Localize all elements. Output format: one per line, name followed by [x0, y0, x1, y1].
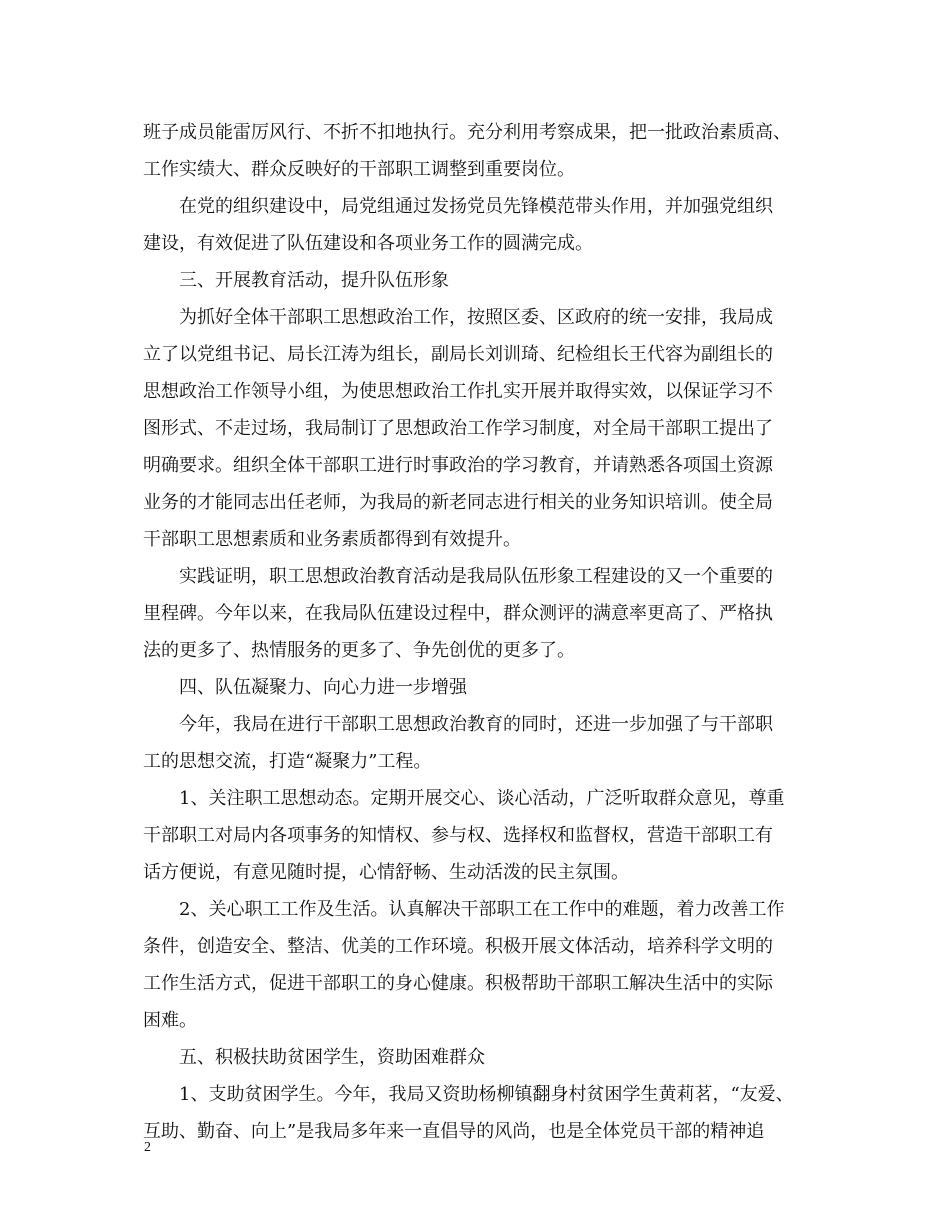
text-line: 明确要求。组织全体干部职工进行时事政治的学习教育，并请熟悉各项国土资源	[143, 455, 773, 476]
text-line: 干部职工思想素质和业务素质都得到有效提升。	[143, 529, 521, 550]
text-line: 干部职工对局内各项事务的知情权、参与权、选择权和监督权，营造干部职工有	[143, 825, 773, 846]
section-heading: 四、队伍凝聚力、向心力进一步增强	[179, 677, 467, 698]
section-heading: 三、开展教育活动，提升队伍形象	[179, 270, 449, 291]
section-heading: 五、积极扶助贫困学生，资助困难群众	[179, 1047, 485, 1068]
text-line: 实践证明，职工思想政治教育活动是我局队伍形象工程建设的又一个重要的	[179, 566, 773, 587]
text-line: 工的思想交流，打造“凝聚力”工程。	[143, 751, 432, 772]
text-line: 条件，创造安全、整洁、优美的工作环境。积极开展文体活动，培养科学文明的	[143, 936, 773, 957]
text-line: 2、关心职工工作及生活。认真解决干部职工在工作中的难题，着力改善工作	[179, 899, 785, 920]
text-line: 工作实绩大、群众反映好的干部职工调整到重要岗位。	[143, 159, 575, 180]
text-line: 今年，我局在进行干部职工思想政治教育的同时，还进一步加强了与干部职	[179, 714, 773, 735]
text-line: 互助、勤奋、向上”是我局多年来一直倡导的风尚，也是全体党员干部的精神追	[143, 1121, 765, 1142]
text-line: 立了以党组书记、局长江涛为组长，副局长刘训琦、纪检组长王代容为副组长的	[143, 344, 773, 365]
text-line: 为抓好全体干部职工思想政治工作，按照区委、区政府的统一安排，我局成	[179, 307, 773, 328]
text-line: 1、关注职工思想动态。定期开展交心、谈心活动，广泛听取群众意见，尊重	[179, 788, 785, 809]
text-line: 1、支助贫困学生。今年，我局又资助杨柳镇翻身村贫困学生黄莉茗，“友爱、	[179, 1084, 794, 1105]
text-line: 工作生活方式，促进干部职工的身心健康。积极帮助干部职工解决生活中的实际	[143, 973, 773, 994]
text-line: 法的更多了、热情服务的更多了、争先创优的更多了。	[143, 640, 575, 661]
text-line: 业务的才能同志出任老师，为我局的新老同志进行相关的业务知识培训。使全局	[143, 492, 773, 513]
page-number: 2	[144, 1140, 151, 1155]
text-line: 建设，有效促进了队伍建设和各项业务工作的圆满完成。	[143, 233, 593, 254]
document-body	[143, 114, 823, 1150]
text-line: 图形式、不走过场，我局制订了思想政治工作学习制度，对全局干部职工提出了	[143, 418, 773, 439]
text-line: 班子成员能雷厉风行、不折不扣地执行。充分利用考察成果，把一批政治素质高、	[143, 122, 791, 143]
text-line: 思想政治工作领导小组，为使思想政治工作扎实开展并取得实效，以保证学习不	[143, 381, 773, 402]
text-line: 话方便说，有意见随时提，心情舒畅、生动活泼的民主氛围。	[143, 862, 629, 883]
text-line: 在党的组织建设中，局党组通过发扬党员先锋模范带头作用，并加强党组织	[179, 196, 773, 217]
text-line: 困难。	[143, 1010, 197, 1031]
text-line: 里程碑。今年以来，在我局队伍建设过程中，群众测评的满意率更高了、严格执	[143, 603, 773, 624]
